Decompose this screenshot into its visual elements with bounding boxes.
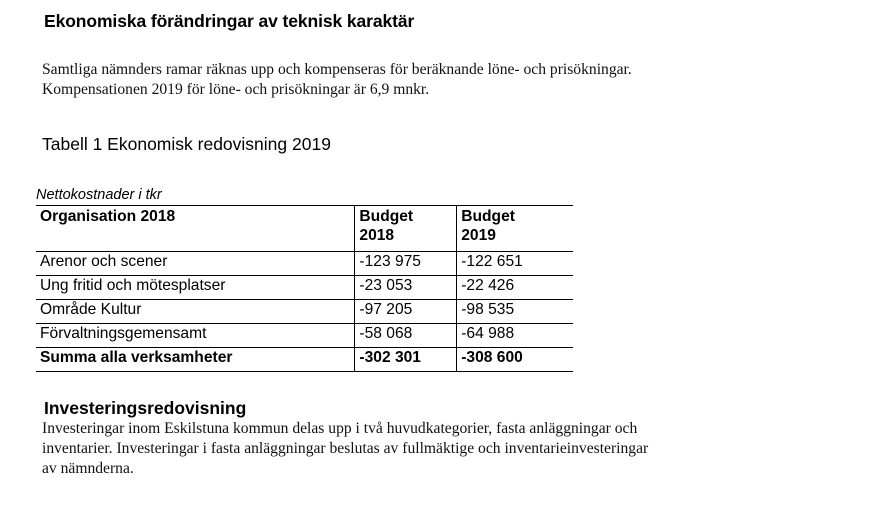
total-budget-2018: -302 301 [355,348,457,372]
cell-organisation: Område Kultur [36,300,355,324]
header-budget-2019-line1: Budget [461,208,515,225]
header-budget-2018-line1: Budget [359,208,414,225]
cell-budget-2018: -123 975 [355,252,457,276]
intro-line: Kompensationen 2019 för löne- och prisökningar är 6,9 mnkr. [42,81,430,98]
header-budget-2019-line2: 2019 [461,227,496,244]
investment-heading: Investeringsredovisning [44,398,247,418]
header-budget-2018 [355,206,457,252]
investment-line: inventarier. Investeringar i fasta anläggningar beslutas av fullmäktige och inventarieinvesteringar [42,440,649,457]
cell-budget-2018: -97 205 [355,300,457,324]
total-label: Summa alla verksamheter [36,348,355,372]
cell-budget-2018: -23 053 [355,276,457,300]
cell-budget-2019: -98 535 [457,300,573,324]
cell-organisation: Förvaltningsgemensamt [36,324,355,348]
section-heading: Ekonomiska förändringar av teknisk karaktär [44,11,415,31]
table-row [36,276,573,300]
cell-budget-2019: -64 988 [457,324,573,348]
header-organisation: Organisation 2018 [36,206,355,252]
table-row [36,300,573,324]
table-total-row [36,348,573,372]
investment-paragraph [42,419,648,479]
cell-organisation: Arenor och scener [36,252,355,276]
header-budget-2019 [457,206,573,252]
cell-budget-2019: -22 426 [457,276,573,300]
cell-budget-2019: -122 651 [457,252,573,276]
investment-line: Investeringar inom Eskilstuna kommun delas upp i två huvudkategorier, fasta anläggningar och [42,420,638,437]
intro-line: Samtliga nämnders ramar räknas upp och kompenseras för beräknande löne- och prisökningar. [42,61,632,78]
total-budget-2019: -308 600 [457,348,573,372]
header-budget-2018-line2: 2018 [359,227,395,244]
table-row [36,324,573,348]
table-caption: Tabell 1 Ekonomisk redovisning 2019 [42,134,331,154]
cell-organisation: Ung fritid och mötesplatser [36,276,355,300]
intro-paragraph [42,60,632,100]
table-header-row [36,206,573,252]
investment-line: av nämnderna. [42,460,134,477]
financial-table [36,205,573,372]
cell-budget-2018: -58 068 [355,324,457,348]
table-row [36,252,573,276]
table-unit-note: Nettokostnader i tkr [36,187,162,203]
